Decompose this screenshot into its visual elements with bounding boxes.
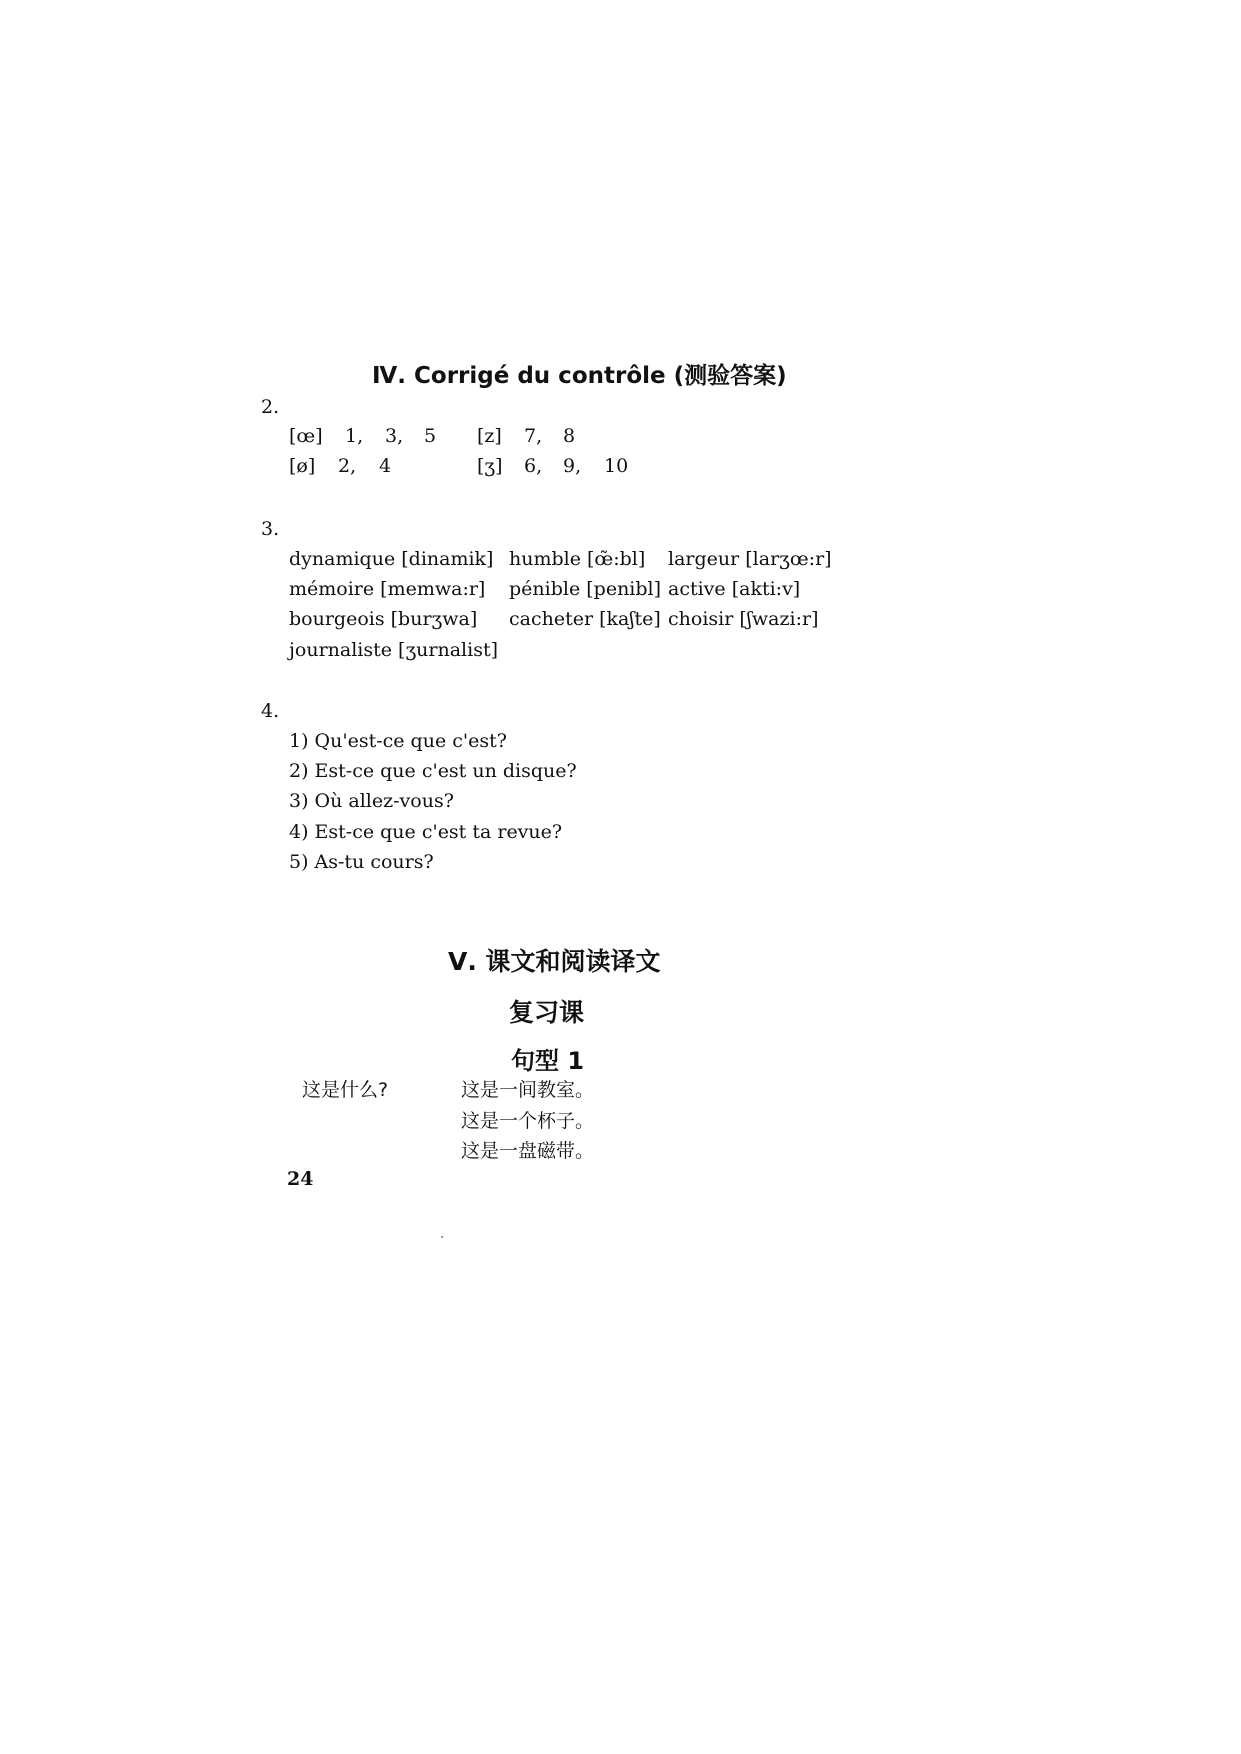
answer-number: 4	[379, 455, 392, 477]
answer-number: 6,	[524, 455, 543, 477]
word-transcription: largeur [larʒœ:r]	[668, 548, 832, 570]
word-transcription: active [akti:v]	[668, 578, 801, 600]
answer-number: 3,	[385, 425, 404, 447]
word-transcription: pénible [penibl]	[509, 578, 662, 600]
ipa-label: [œ]	[289, 425, 323, 447]
list-item: 1) Qu'est-ce que c'est?	[289, 730, 507, 752]
answer-number: 8	[563, 425, 576, 447]
section-4-title: Ⅳ. Corrigé du contrôle (测验答案)	[372, 363, 787, 389]
page-number: 24	[287, 1168, 314, 1190]
list-item: 3) Où allez-vous?	[289, 790, 454, 812]
word-transcription: bourgeois [burʒwa]	[289, 608, 478, 630]
word-transcription: cacheter [kaʃte]	[509, 608, 661, 630]
word-transcription: dynamique [dinamik]	[289, 548, 494, 570]
list-item: 4) Est-ce que c'est ta revue?	[289, 821, 563, 843]
exercise-3-number: 3.	[261, 518, 280, 540]
lesson-title: 复习课	[509, 998, 585, 1027]
answer-number: 1,	[345, 425, 364, 447]
ipa-label: [ø]	[289, 455, 316, 477]
answer-number: 10	[604, 455, 629, 477]
list-item: 2) Est-ce que c'est un disque?	[289, 760, 577, 782]
exercise-2-number: 2.	[261, 396, 280, 418]
word-transcription: mémoire [memwa:r]	[289, 578, 486, 600]
answer-number: 2,	[338, 455, 357, 477]
scan-speck	[441, 1236, 443, 1238]
exercise-4-number: 4.	[261, 700, 280, 722]
word-transcription: humble [œ̃:bl]	[509, 548, 646, 570]
ipa-label: [ʒ]	[477, 455, 503, 477]
answer-number: 7,	[524, 425, 543, 447]
answer-number: 9,	[563, 455, 582, 477]
pattern-answer: 这是一间教室。	[461, 1079, 595, 1101]
pattern-question: 这是什么?	[302, 1079, 389, 1101]
ipa-label: [z]	[477, 425, 502, 447]
word-transcription: choisir [ʃwazi:r]	[668, 608, 819, 630]
section-5-title: Ⅴ. 课文和阅读译文	[448, 947, 661, 976]
answer-number: 5	[424, 425, 437, 447]
word-transcription: journaliste [ʒurnalist]	[289, 639, 499, 661]
pattern-title: 句型 1	[511, 1047, 585, 1075]
pattern-answer: 这是一盘磁带。	[461, 1140, 595, 1162]
pattern-answer: 这是一个杯子。	[461, 1110, 595, 1132]
list-item: 5) As-tu cours?	[289, 851, 434, 873]
